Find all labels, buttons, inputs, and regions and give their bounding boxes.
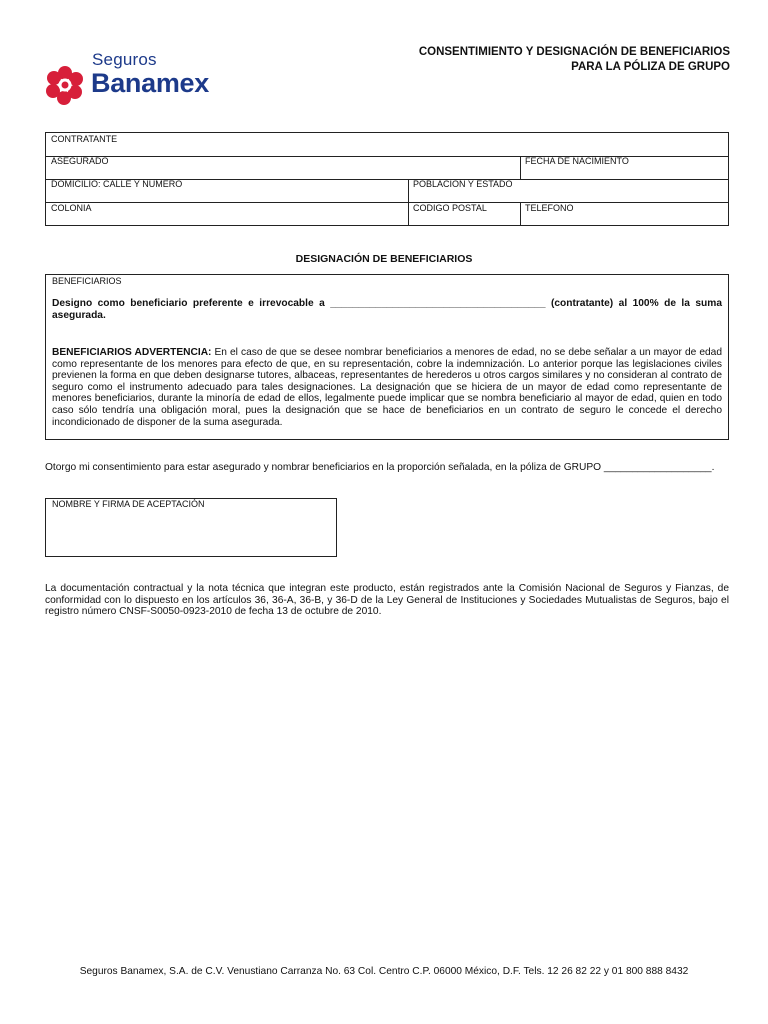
signature-label: NOMBRE Y FIRMA DE ACEPTACIÓN	[52, 499, 205, 509]
fecha-nacimiento-label: FECHA DE NACIMIENTO	[525, 156, 629, 166]
signature-field[interactable]	[45, 498, 337, 557]
contratante-label: CONTRATANTE	[51, 134, 118, 144]
section-title: DESIGNACIÓN DE BENEFICIARIOS	[295, 253, 473, 265]
contratante-field[interactable]	[46, 133, 728, 156]
title-line-2: PARA LA PÓLIZA DE GRUPO	[571, 61, 730, 73]
legal-registration-text: La documentación contractual y la nota técnica que integran este producto, están registrados ante la Comisión Nacional de Seguros y Fianzas, de conformidad con lo dispuesto en los artículos 36, 36-A, 36-B, y 36-D de la Ley General de Instituciones y Sociedades Mutualistas de Seguros, bajo el registro número CNSF-S0050-0923-2010 de fecha 13 de octubre de 2010.	[45, 583, 729, 618]
codigo-postal-label: CODIGO POSTAL	[413, 203, 487, 213]
document-title	[419, 45, 730, 75]
poblacion-field[interactable]	[408, 179, 728, 202]
warning-title: BENEFICIARIOS ADVERTENCIA:	[52, 347, 212, 358]
consent-statement: Otorgo mi consentimiento para estar asegurado y nombrar beneficiarios en la proporción señalada, en la póliza de GRUPO ___________________.	[45, 462, 715, 473]
codigo-postal-field[interactable]	[408, 202, 520, 225]
logo-seguros-text: Seguros	[92, 50, 157, 69]
telefono-label: TELEFONO	[525, 203, 574, 213]
asegurado-field[interactable]	[46, 156, 520, 179]
asegurado-label: ASEGURADO	[51, 156, 109, 166]
warning-text: En el caso de que se desee nombrar beneficiarios a menores de edad, no se debe señalar a un mayor de edad como representante de los menores para efecto de que, en su representación, cobre la indemnización. Lo anterior porque las legislaciones civiles previenen la forma en que deben designarse tutores, albaceas, representantes de herederos u otros cargos similares y no consideran al contrato de seguro como el instrumento adecuado para tales designaciones. La designación que se hiciera de un mayor de edad como representante de menores beneficiarios, durante la minoría de edad de ellos, legalmente puede implicar que se nombra beneficiario al mayor de edad, quien en todo caso sólo tendría una obligación moral, pues la designación que se hace de beneficiarios en un contrato de seguro le concede el derecho incondicionado de disponer de la suma asegurada.	[52, 347, 722, 428]
domicilio-label: DOMICILIO: CALLE Y NUMERO	[51, 179, 183, 189]
logo-banamex-text: Banamex	[91, 68, 209, 98]
colonia-field[interactable]	[46, 202, 408, 225]
banamex-logo-icon	[44, 64, 86, 106]
insured-data-form	[45, 132, 729, 226]
warning-paragraph	[52, 347, 722, 428]
footer-address: Seguros Banamex, S.A. de C.V. Venustiano Carranza No. 63 Col. Centro C.P. 06000 México, D.F. Tels. 12 26 82 22 y 01 800 888 8432	[79, 966, 689, 977]
designo-statement: Designo como beneficiario preferente e irrevocable a ______________________________________ (contratante) al 100% de la suma asegurada.	[52, 298, 722, 321]
fecha-nacimiento-field[interactable]	[520, 156, 728, 179]
seguros-banamex-logo	[44, 50, 244, 110]
title-line-1: CONSENTIMIENTO Y DESIGNACIÓN DE BENEFICIARIOS	[418, 46, 730, 58]
telefono-field[interactable]	[520, 202, 728, 225]
poblacion-label: POBLACION Y ESTADO	[413, 179, 513, 189]
beneficiarios-label: BENEFICIARIOS	[52, 276, 122, 286]
colonia-label: COLONIA	[51, 203, 92, 213]
domicilio-field[interactable]	[46, 179, 408, 202]
beneficiarios-box	[45, 274, 729, 440]
